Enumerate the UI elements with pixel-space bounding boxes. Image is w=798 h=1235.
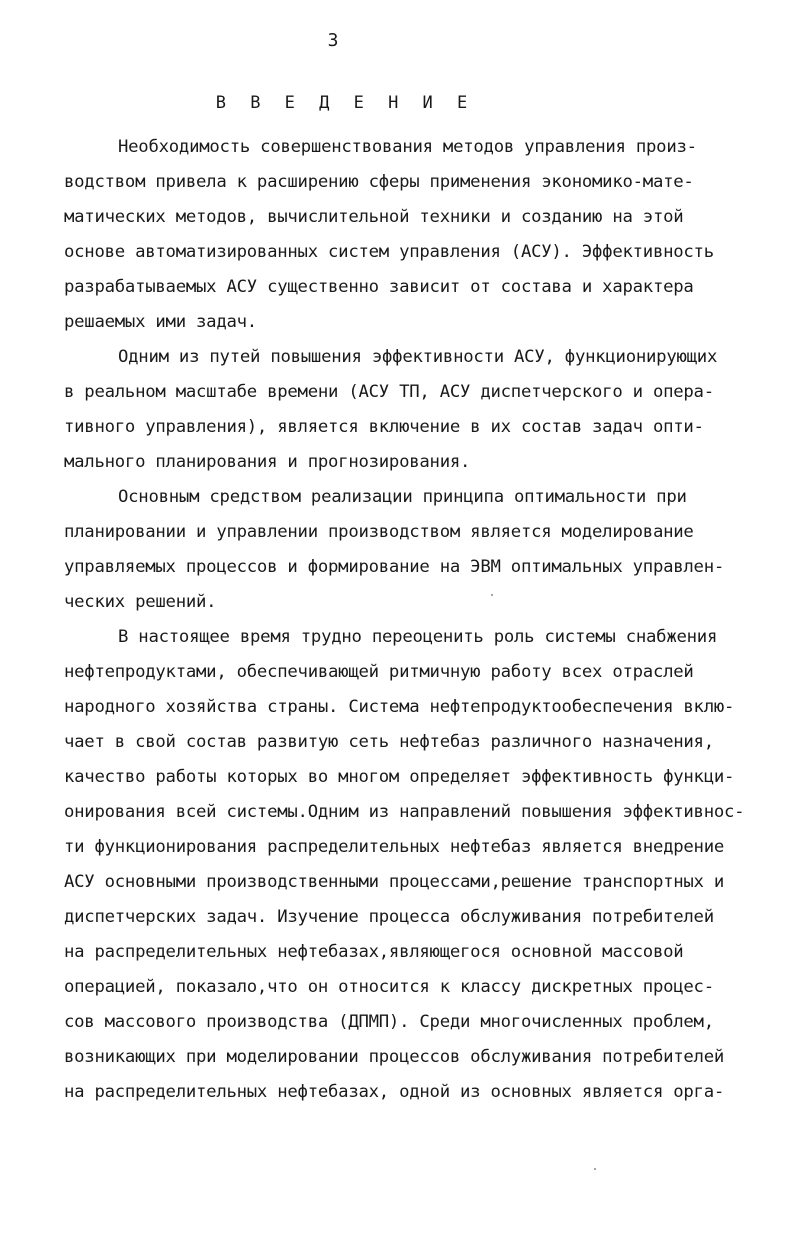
text-line: в реальном масштабе времени (АСУ ТП, АСУ диспетчерского и опера- [64, 382, 714, 402]
section-heading: В В Е Д Е Н И Е [215, 93, 475, 113]
text-line: основе автоматизированных систем управления (АСУ). Эффективность [64, 242, 714, 262]
text-line: чает в свой состав развитую сеть нефтебаз различного назначения, [64, 732, 714, 752]
text-line: возникающих при моделировании процессов обслуживания потребителей [64, 1047, 725, 1067]
text-line: управляемых процессов и формирование на ЭВМ оптимальных управлен- [64, 557, 725, 577]
text-line: на распределительных нефтебазах, одной из основных является орга- [64, 1082, 725, 1102]
text-line: диспетчерских задач. Изучение процесса обслуживания потребителей [64, 907, 714, 927]
text-line: решаемых ими задач. [64, 312, 257, 332]
text-line: Основным средством реализации принципа оптимальности при [118, 487, 687, 507]
text-line: операцией, показало,что он относится к классу дискретных процес- [64, 977, 714, 997]
text-line: нефтепродуктами, обеспечивающей ритмичную работу всех отраслей [64, 662, 694, 682]
text-line: Необходимость совершенствования методов управления произ- [118, 137, 697, 157]
page-number: 3 [327, 30, 339, 51]
scan-speck [491, 594, 493, 596]
text-line: на распределительных нефтебазах,являющегося основной массовой [64, 942, 684, 962]
text-line: качество работы которых во многом определяет эффективность функци- [64, 767, 735, 787]
text-line: АСУ основными производственными процессами,решение транспортных и [64, 872, 725, 892]
text-line: планировании и управлении производством является моделирование [64, 522, 694, 542]
text-line: онирования всей системы.Одним из направлений повышения эффективнос- [64, 802, 745, 822]
text-line: сов массового производства (ДПМП). Среди многочисленных проблем, [64, 1012, 714, 1032]
scan-speck [594, 1168, 596, 1170]
text-line: разрабатываемых АСУ существенно зависит от состава и характера [64, 277, 694, 297]
text-line: мального планирования и прогнозирования. [64, 452, 471, 472]
text-line: ческих решений. [64, 592, 217, 612]
text-line: матических методов, вычислительной техники и созданию на этой [64, 207, 684, 227]
text-line: народного хозяйства страны. Система нефтепродуктообеспечения вклю- [64, 697, 735, 717]
text-line: водством привела к расширению сферы применения экономико-мате- [64, 172, 694, 192]
text-line: ти функционирования распределительных нефтебаз является внедрение [64, 837, 725, 857]
text-line: Одним из путей повышения эффективности АСУ, функционирующих [118, 347, 718, 367]
text-line: В настоящее время трудно переоценить роль системы снабжения [118, 627, 718, 647]
text-line: тивного управления), является включение в их состав задач опти- [64, 417, 704, 437]
